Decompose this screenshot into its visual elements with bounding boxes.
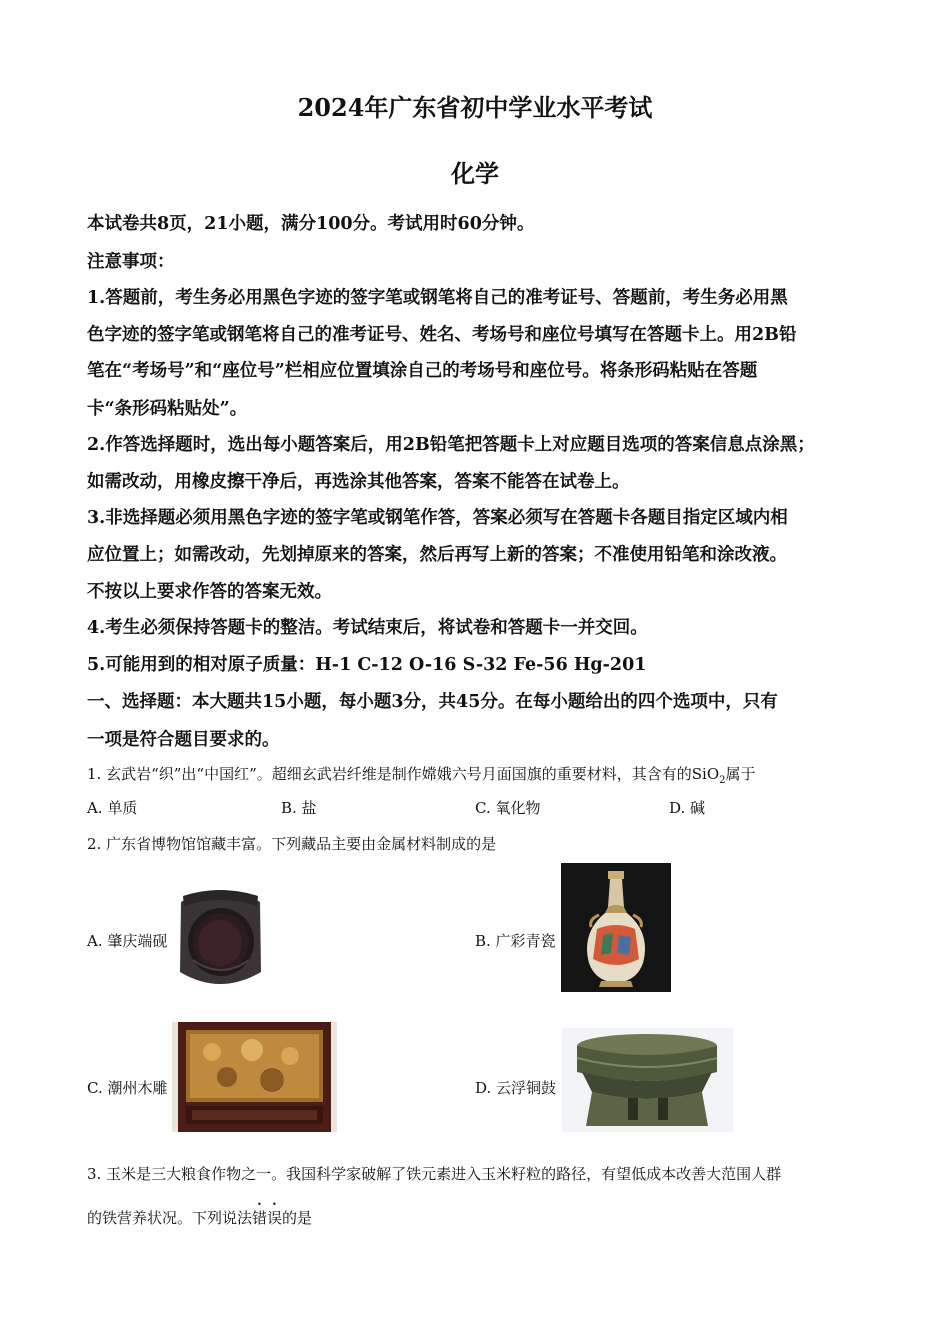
q1-option-d: D. 碱	[669, 799, 706, 817]
section-heading: 一、选择题：本大题共15小题，每小题3分，共45分。在每小题给出的四个选项中，只有	[87, 692, 778, 712]
question-1-stem: 1. 玄武岩“织”出“中国红”。超细玄武岩纤维是制作嫦娥六号月面国旗的重要材料，其含有的SiO$_2$属于	[87, 765, 756, 786]
notice-line: 如需改动，用橡皮擦干净后，再选涂其他答案，答案不能答在试卷上。	[87, 472, 630, 492]
q1-option-c: C. 氧化物	[475, 799, 541, 817]
wood-carving-photo	[172, 1022, 337, 1132]
question-2-stem: 2. 广东省博物馆馆藏丰富。下列藏品主要由金属材料制成的是	[87, 835, 497, 853]
question-3-stem-line-1: 3. 玉米是三大粮食作物之一。我国科学家破解了铁元素进入玉米籽粒的路径，有望低成本改善大范围人群	[87, 1165, 782, 1183]
notice-line: 不按以上要求作答的答案无效。	[87, 582, 332, 602]
atomic-mass-line: 5.可能用到的相对原子质量：H-1 C-12 O-16 S-32 Fe-56 Hg-201	[87, 655, 647, 675]
notice-line: 色字迹的签字笔或钢笔将自己的准考证号、姓名、考场号和座位号填写在答题卡上。用2B铅	[87, 325, 797, 345]
notice-line: 4.考生必须保持答题卡的整洁。考试结束后，将试卷和答题卡一并交回。	[87, 618, 648, 638]
notice-line: 1.答题前，考生务必用黑色字迹的签字笔或钢笔将自己的准考证号、答题前，考生务必用黑	[87, 288, 788, 308]
porcelain-vase-photo	[561, 863, 671, 992]
exam-title: 2024年广东省初中学业水平考试	[297, 93, 653, 122]
q1-option-a: A. 单质	[87, 799, 138, 817]
notice-heading: 注意事项：	[87, 252, 175, 272]
notice-line: 2.作答选择题时，选出每小题答案后，用2B铅笔把答题卡上对应题目选项的答案信息点涂黑；	[87, 435, 815, 455]
notice-line: 应位置上；如需改动，先划掉原来的答案，然后再写上新的答案；不准使用铅笔和涂改液。	[87, 545, 787, 565]
notice-line: 卡“条形码粘贴处”。	[87, 399, 248, 419]
inkstone-photo	[173, 880, 268, 992]
q2-option-b-label: B. 广彩青瓷	[475, 932, 556, 950]
q1-option-b: B. 盐	[281, 799, 317, 817]
notice-line: 3.非选择题必须用黑色字迹的签字笔或钢笔作答，答案必须写在答题卡各题目指定区域内相	[87, 508, 788, 528]
exam-intro: 本试卷共8页，21小题，满分100分。考试用时60分钟。	[87, 214, 535, 234]
q2-option-a-label: A. 肇庆端砚	[87, 932, 168, 950]
subject-title: 化学	[451, 159, 499, 188]
q2-option-c-label: C. 潮州木雕	[87, 1079, 168, 1097]
emphasis-mark: 错误	[252, 1209, 283, 1227]
notice-line: 笔在“考场号”和“座位号”栏相应位置填涂自己的考场号和座位号。将条形码粘贴在答题	[87, 361, 758, 381]
question-3-stem-line-2: 的铁营养状况。下列说法错误的是	[87, 1209, 313, 1227]
section-heading: 一项是符合题目要求的。	[87, 730, 280, 750]
bronze-drum-photo	[562, 1028, 733, 1132]
q2-option-d-label: D. 云浮铜鼓	[475, 1079, 557, 1097]
